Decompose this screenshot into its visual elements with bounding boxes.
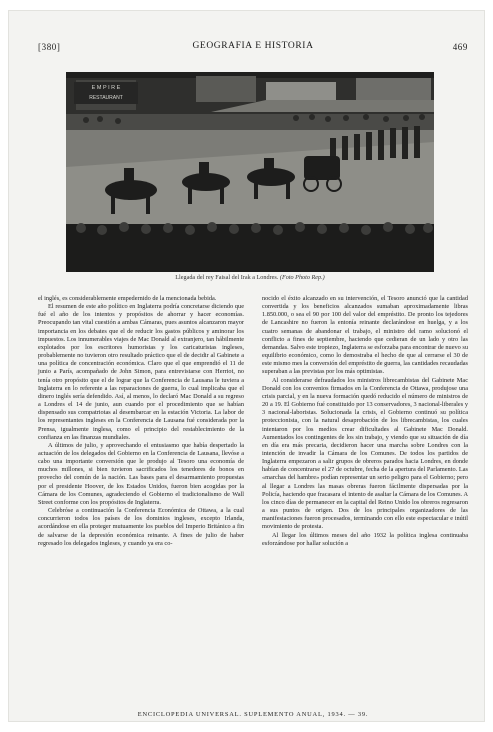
photograph-procession xyxy=(66,72,434,272)
page-number-left: [380] xyxy=(38,42,61,52)
text-column-left xyxy=(38,295,244,548)
svg-text:RESTAURANT: RESTAURANT xyxy=(89,95,123,101)
paragraph: nocido el éxito alcanzado en su intervención, el Tesoro anunció que la cantidad convertida y los beneficios alcanzados sumaban aproximadamente libras 1.850.000, o sea el 90 por 100 del valor del empréstito. De pronto los tejedores de Lancashire no fueron la entonía reinante declarándose en huelga, y a los cuatro semanas de abandonar el trabajo, el ministro del ramo solucionó el conflicto a fines de septiembre, haciendo que cedieran de un lado y otro las demandas. Salvo este tropiezo, Inglaterra se esforzaba para encontrar de nuevo su equilibrio económico, como lo demostraba el hecho de que al cerrarse el 30 de este mismo mes la conversión del empréstito de guerra, las cantidades recaudadas superaban a las previstas por los más optimistas. xyxy=(262,295,468,376)
page-sheet xyxy=(8,10,485,722)
photo-caption xyxy=(66,274,434,286)
svg-text:E M P I R E: E M P I R E xyxy=(91,85,121,91)
procession-image xyxy=(66,72,434,272)
text-column-right xyxy=(262,295,468,548)
section-title: GEOGRAFIA E HISTORIA xyxy=(192,41,314,51)
running-header xyxy=(38,40,468,54)
caption-text: Llegada del rey Faisal del Irak a Londres. xyxy=(175,274,279,281)
paragraph: Celebróse a continuación la Conferencia Económica de Ottawa, a la cual concurrieron todos los países de los dominios ingleses, excepto Irlanda, acordándose en ella proteger mutuamente los pueblos del Imperio Británico a fin de salvarse de la depresión económica reinante. A fines de julio de haber regresado los delegados ingleses, y cuando ya era co- xyxy=(38,507,244,547)
paragraph: el inglés, es considerablemente empedernido de la mencionada bebida. xyxy=(38,295,217,302)
paragraph: El resumen de este año político en Inglaterra podría concretarse diciendo que fué el año de los intentos y propósitos de ahorrar y hacer economías. Preocupando tan vital cuestión a ambas Cámaras, pues asuntos alcanzaron mayor importancia en los debates que el de reducir los gastos públicos y aminorar los impuestos. Los innumerables viajes de Mac Donald al extranjero, tan hábilmente explotados por los escritores humoristas y los caricaturistas ingleses, probablemente no tuvieron otro resultado práctico que el de decidir al Gabinete a una política de concentración económica. Claro que el que emprendió el 11 de junio a París, acompañado de John Simon, para entrevistarse con Herriot, no tenía otro propósito que el de lograr que la Conferencia de Lausana le tuviera a Inglaterra en lo referente a las reparaciones de guerra, lo cual implicaba que el dinero inglés sería defendido. Así, al menos, lo declaró Mac Donald a su regreso a Londres el 14 de junio, aun cuando por el procedimiento que se habían dispensado sus compatriotas al desembarcar en la estación Victoria. La labor de los representantes ingleses en la Conferencia de Lausana fué considerada por la Prensa, igualmente inglesa, como el principio del restablecimiento de la confianza en las finanzas mundiales. xyxy=(38,303,244,441)
page-number-right: 469 xyxy=(452,42,468,52)
paragraph: Al considerarse defraudados los ministros librecambistas del Gabinete Mac Donald con los convenios firmados en la Conferencia de Ottawa, produjose una crisis parcial, y en la nueva formación quedó reducido el número de ministros de 20 a 19. El Gobierno fué constituido por 13 conservadores, 3 nacional-liberales y 3 nacional-laboristas. Solucionada la crisis, el Gobierno continuó su política proteccionista, con la natural desaprobación de los librecambistas, los cuales intentaron por los medios crear dificultades al Gabinete Mac Donald. Aumentados los contingentes de los sin trabajo, y viendo que su situación de día en día era más precaria, decidieron hacer una marcha sobre Londres con la intención de invadir la Cámara de los Comunes. De todos los partidos de Inglaterra empezaron a salir grupos de obreros parados hacia Londres, en donde habían de concentrarse el 27 de octubre, fecha de la apertura del Parlamento. Las «marchas del hambre» podían representar un serio peligro para el Gobierno; pero al llegar a Londres las masas obreras fueron fácilmente dispersadas por la Policía, haciendo que fracasara el intento de asaltar la Cámara de los Comunes. A los cinco días de permanecer en la capital del Reino Unido los obreros regresaron a sus puntos de origen. Dos de los principales organizadores de las manifestaciones fueron procesados, terminando con ello este espectacular e inútil movimiento de protesta. xyxy=(262,376,468,531)
photo-credit: (Foto Photo Rep.) xyxy=(279,274,325,281)
page-footer: ENCICLOPEDIA UNIVERSAL. SUPLEMENTO ANUAL, 1934. — 39. xyxy=(137,711,369,718)
paragraph: Al llegar los últimos meses del año 1932 la política inglesa continuaba esforzándose por hallar solución a xyxy=(262,531,468,547)
paragraph: A últimos de julio, y aprovechando el entusiasmo que había despertado la actuación de los delegados del Gobierno en la Conferencia de Lausana, llevóse a cabo una importante conversión que le produjo al Tesoro una economía de muchos millones, si bien tuvieron sacrificados los tenedores de bonos en provecho del común de la nación. Las bases para el desarmamiento propuestas por el presidente Hoover, de los Estados Unidos, fueron bien acogidas por la Cámara de los Comunes, agradeciendo el Gobierno el tradicionalismo de Wall Street conforme con los propósitos de Inglaterra. xyxy=(38,441,244,506)
